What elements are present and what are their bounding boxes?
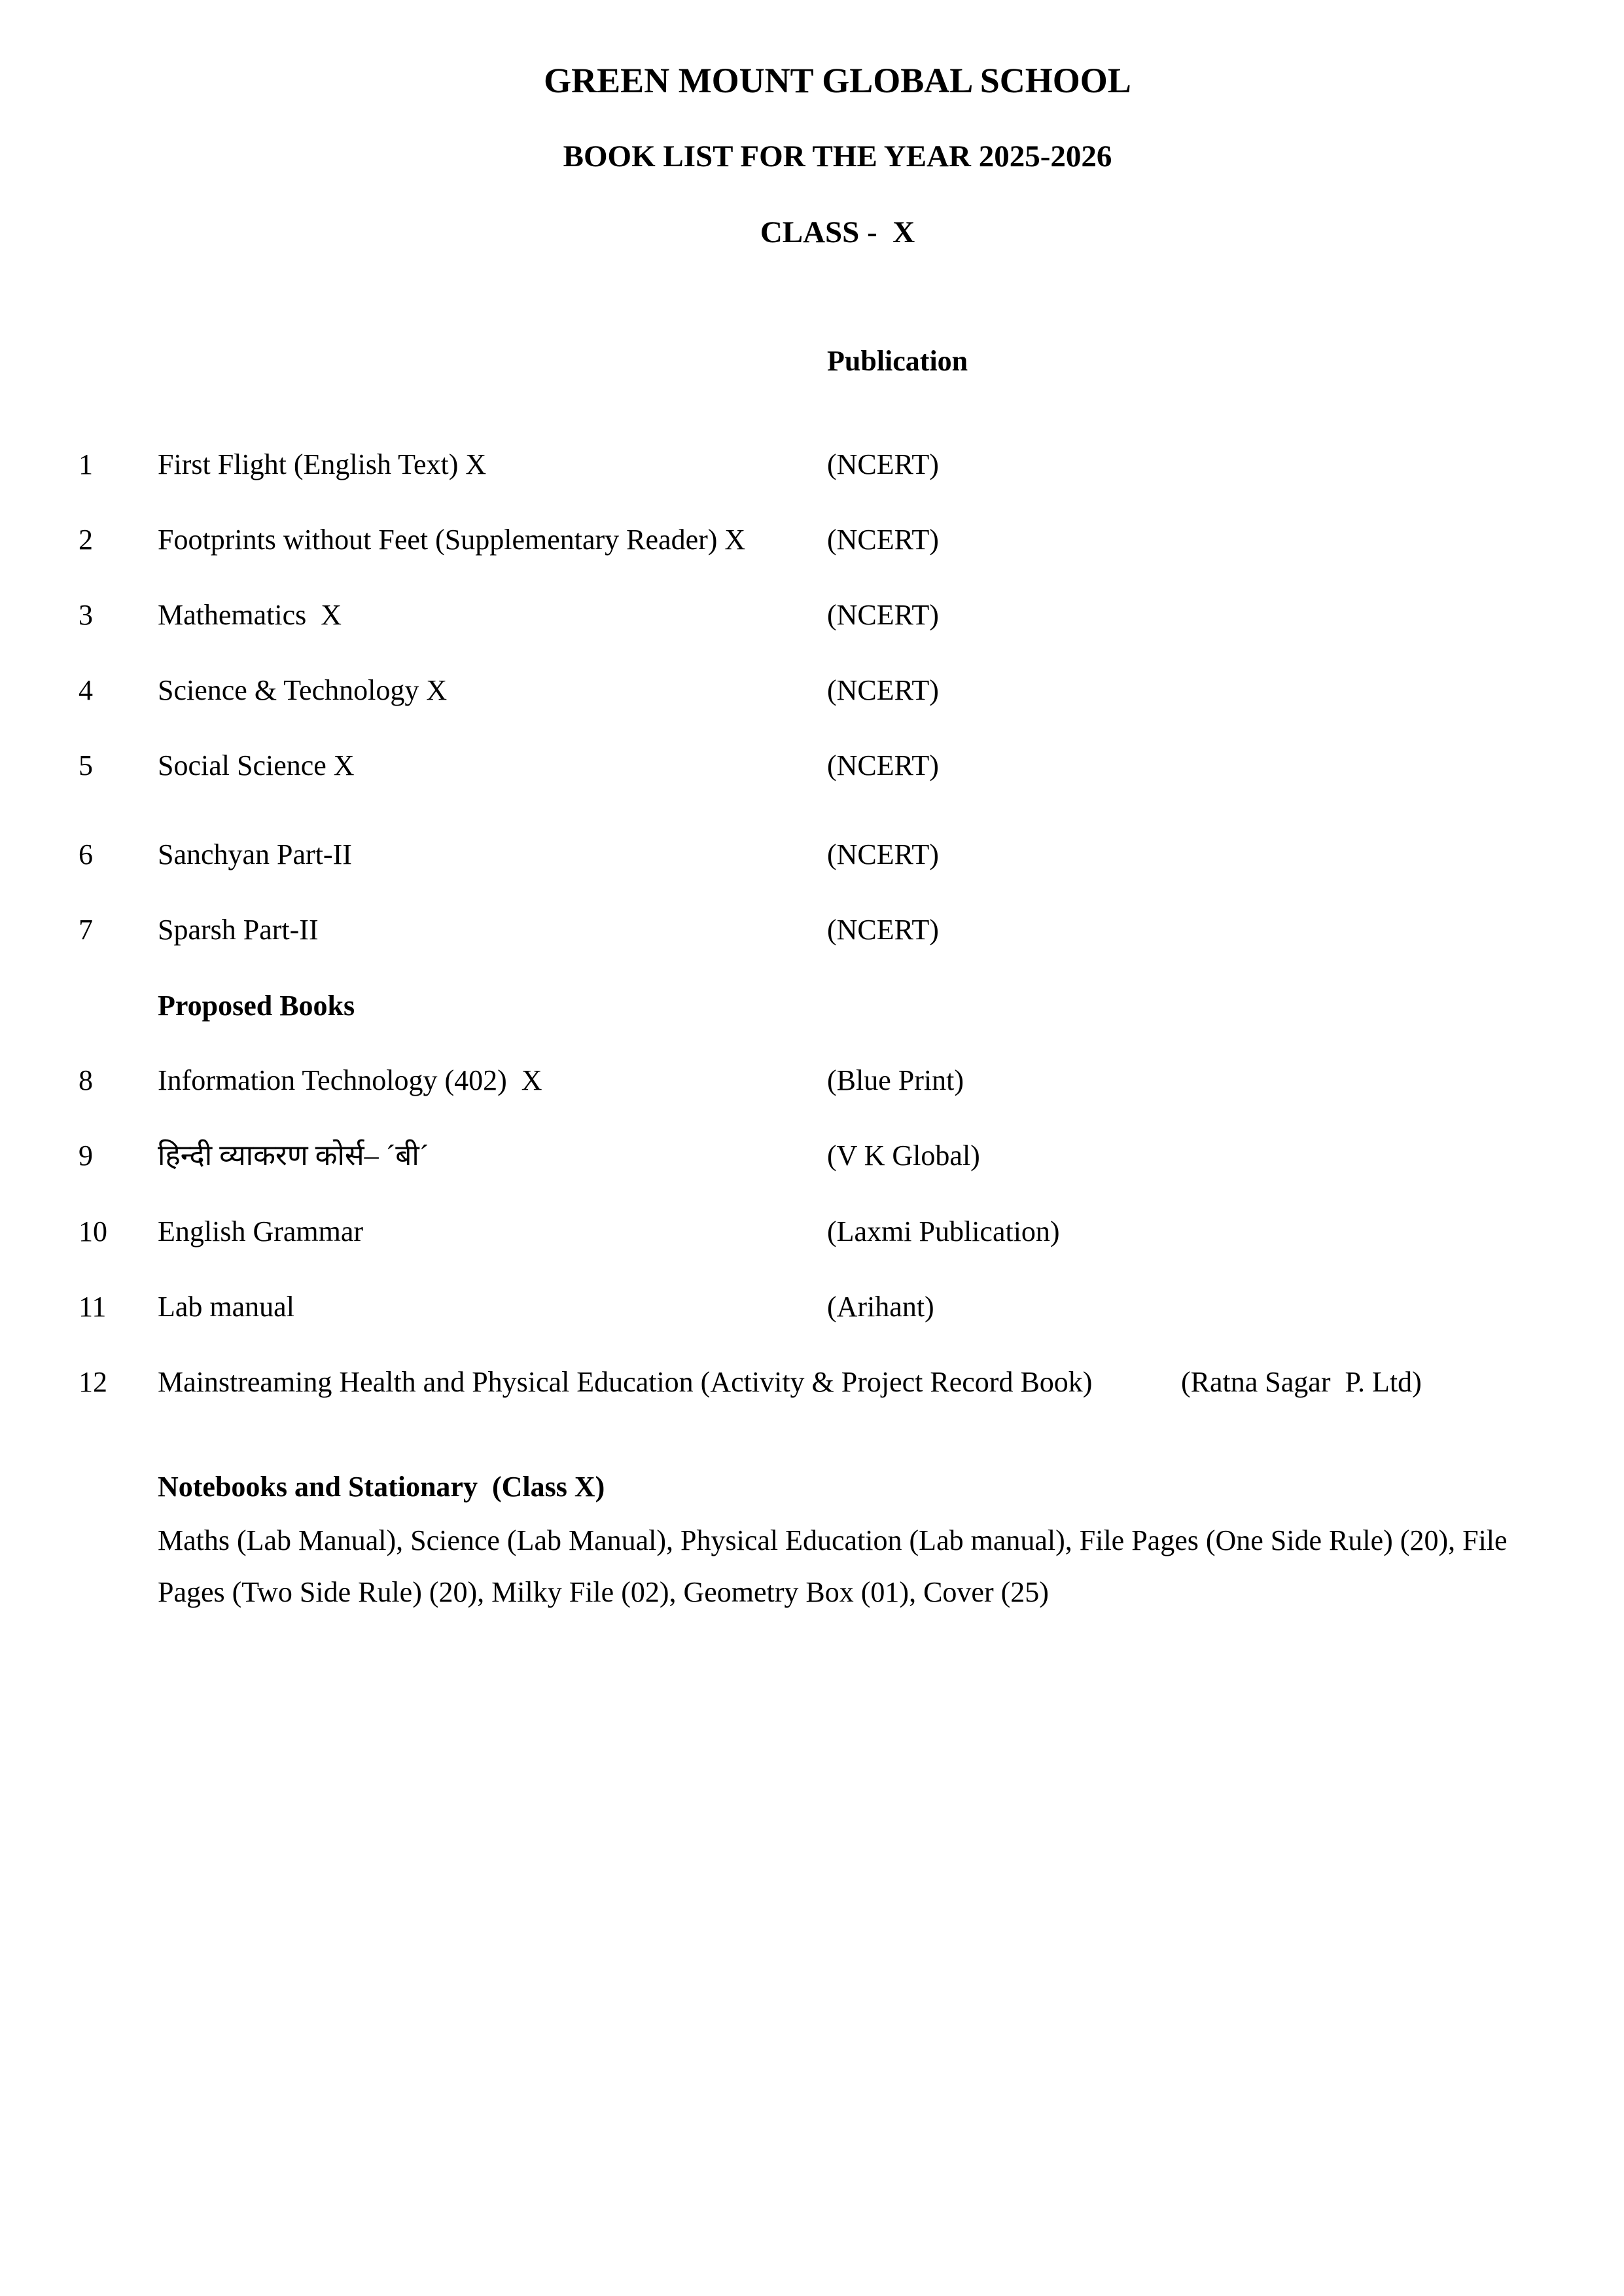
book-row <box>0 1287 1624 1327</box>
book-title: Sparsh Part-II <box>158 914 319 946</box>
book-number: 3 <box>79 599 93 631</box>
book-title: Information Technology (402) X <box>158 1064 542 1096</box>
book-row <box>0 445 1624 484</box>
book-row <box>0 1212 1624 1251</box>
book-title: First Flight (English Text) X <box>158 448 487 480</box>
book-row <box>0 835 1624 874</box>
book-title: Mathematics X <box>158 599 342 631</box>
book-number: 12 <box>79 1366 107 1398</box>
book-number: 6 <box>79 838 93 870</box>
school-name: GREEN MOUNT GLOBAL SCHOOL <box>544 61 1131 100</box>
book-publication: (NCERT) <box>827 448 939 480</box>
publication-column-header: Publication <box>827 345 968 377</box>
book-title: Social Science X <box>158 749 355 781</box>
book-publication: (NCERT) <box>827 749 939 781</box>
book-row <box>0 1363 1624 1402</box>
book-number: 4 <box>79 674 93 706</box>
book-title: Science & Technology X <box>158 674 448 706</box>
book-number: 11 <box>79 1291 107 1323</box>
book-number: 7 <box>79 914 93 946</box>
book-row <box>0 671 1624 710</box>
book-row <box>0 910 1624 950</box>
book-title: Footprints without Feet (Supplementary Reader) X <box>158 524 746 556</box>
book-title: Lab manual <box>158 1291 294 1323</box>
book-title: हिन्दी व्याकरण कोर्स– ´बी´ <box>158 1139 429 1172</box>
book-title: Sanchyan Part-II <box>158 838 352 870</box>
book-publication: (NCERT) <box>827 524 939 556</box>
book-list-title: BOOK LIST FOR THE YEAR 2025-2026 <box>563 139 1112 173</box>
book-publication: (Arihant) <box>827 1291 934 1323</box>
book-publication: (NCERT) <box>827 838 939 870</box>
book-row <box>0 596 1624 635</box>
book-row <box>0 1061 1624 1100</box>
book-row <box>0 1136 1624 1175</box>
book-publication: (V K Global) <box>827 1139 980 1172</box>
book-publication: (Laxmi Publication) <box>827 1215 1060 1247</box>
book-number: 8 <box>79 1064 93 1096</box>
proposed-books-heading: Proposed Books <box>158 990 355 1022</box>
book-publication: (NCERT) <box>827 599 939 631</box>
book-number: 1 <box>79 448 93 480</box>
stationery-heading: Notebooks and Stationary (Class X) <box>158 1471 605 1503</box>
book-publication: (NCERT) <box>827 914 939 946</box>
book-row <box>0 520 1624 560</box>
book-number: 5 <box>79 749 93 781</box>
class-title: CLASS - X <box>760 215 915 249</box>
book-publication: (Blue Print) <box>827 1064 964 1096</box>
book-title: English Grammar <box>158 1215 364 1247</box>
book-row <box>0 746 1624 785</box>
book-publication: (NCERT) <box>827 674 939 706</box>
book-number: 9 <box>79 1139 93 1172</box>
stationery-items: Maths (Lab Manual), Science (Lab Manual), Physical Education (Lab manual), File Pages (One Side Rule) (20), File Pages (Two Side Rule) (20), Milky File (02), Geometry Box (01), Cover (25) <box>158 1524 1508 1608</box>
book-number: 10 <box>79 1215 107 1247</box>
book-title: Mainstreaming Health and Physical Education (Activity & Project Record Book) <box>158 1366 1093 1398</box>
book-number: 2 <box>79 524 93 556</box>
book-publication: (Ratna Sagar P. Ltd) <box>1181 1366 1422 1398</box>
